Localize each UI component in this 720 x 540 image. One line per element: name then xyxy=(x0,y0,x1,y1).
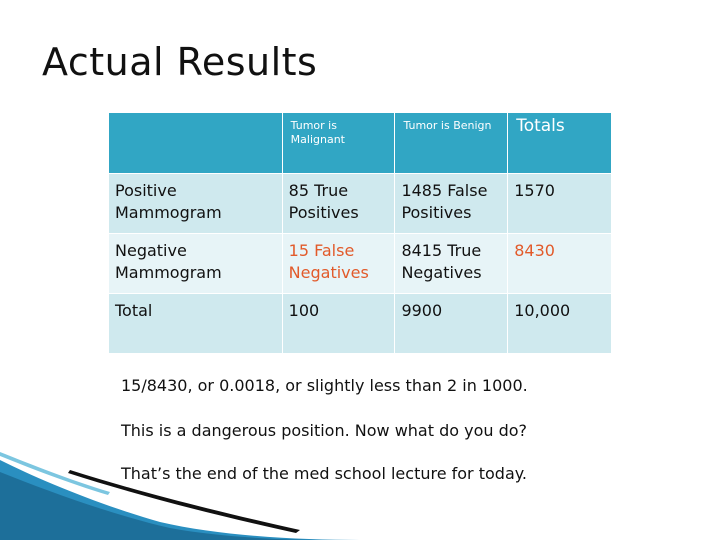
table-cell: 10,000 xyxy=(508,294,612,354)
table-cell: 1485 False Positives xyxy=(395,174,508,234)
header-malignant: Tumor is Malignant xyxy=(282,113,395,174)
header-empty-cell xyxy=(109,113,283,174)
note-probability: 15/8430, or 0.0018, or slightly less than 2 in 1000. xyxy=(121,376,528,395)
header-totals: Totals xyxy=(508,113,612,174)
table-row xyxy=(109,294,612,354)
results-table xyxy=(108,112,612,354)
decorative-swoosh xyxy=(0,440,400,540)
table-cell: 1570 xyxy=(508,174,612,234)
swoosh-dark-blue xyxy=(0,472,330,540)
table-header-row xyxy=(109,113,612,174)
row-label: Negative Mammogram xyxy=(109,234,283,294)
table-row xyxy=(109,174,612,234)
header-benign: Tumor is Benign xyxy=(395,113,508,174)
slide-title: Actual Results xyxy=(42,40,318,84)
table-cell: 85 True Positives xyxy=(282,174,395,234)
highlight-cell: 8430 xyxy=(508,234,612,294)
note-question: This is a dangerous position. Now what do you do? xyxy=(121,421,528,440)
table-cell: 100 xyxy=(282,294,395,354)
table-row xyxy=(109,234,612,294)
row-label: Positive Mammogram xyxy=(109,174,283,234)
row-label: Total xyxy=(109,294,283,354)
table-cell: 9900 xyxy=(395,294,508,354)
highlight-cell: 15 False Negatives xyxy=(282,234,395,294)
note-closing: That’s the end of the med school lecture for today. xyxy=(121,464,528,483)
table-cell: 8415 True Negatives xyxy=(395,234,508,294)
